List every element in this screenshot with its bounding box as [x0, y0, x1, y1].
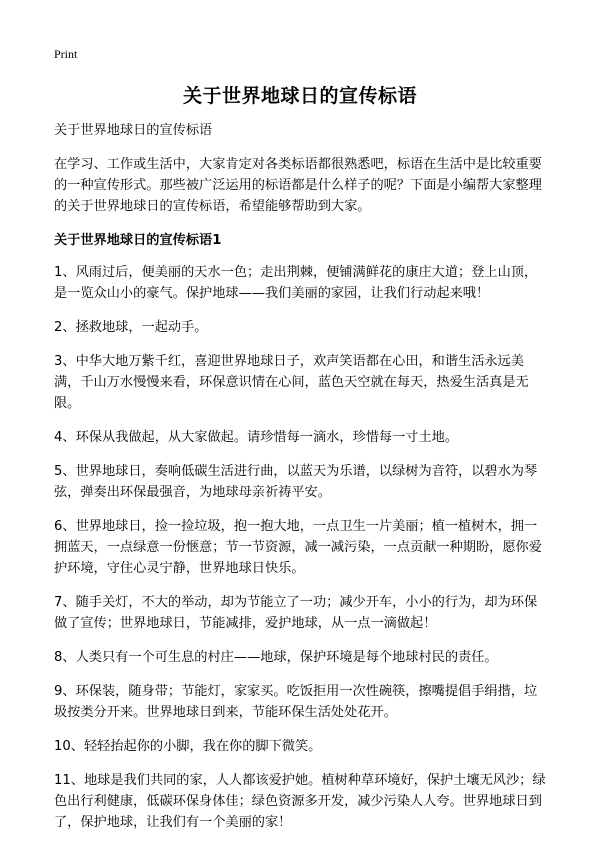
slogan-item-10: 10、轻轻抬起你的小脚，我在你的脚下微笑。	[54, 739, 322, 754]
slogan-item-6: 6、世界地球日，捡一捡垃圾，抱一抱大地，一点卫生一片美丽；植一植树木，拥一拥蓝天，一点绿意一份惬意；节一节资源，减一减污染，一点贡献一种期盼，愿你爱护环境，守住心灵宁静，世界地球日快乐。	[54, 519, 542, 576]
page-title: 关于世界地球日的宣传标语	[182, 85, 417, 107]
slogan-item-2: 2、拯救地球，一起动手。	[54, 320, 208, 335]
subtitle: 关于世界地球日的宣传标语	[54, 123, 213, 138]
slogan-item-9: 9、环保装，随身带；节能灯，家家买。吃饭拒用一次性碗筷，擦嘴提倡手绢揩，垃圾按类分开来。世界地球日到来，节能环保生活处处花开。	[54, 684, 538, 720]
slogan-item-5: 5、世界地球日，奏响低碳生活进行曲，以蓝天为乐谱，以绿树为音符，以碧水为琴弦，弹奏出环保最强音，为地球母亲祈祷平安。	[54, 464, 538, 500]
intro-paragraph: 在学习、工作或生活中，大家肯定对各类标语都很熟悉吧，标语在生活中是比较重要的一种宣传形式。那些被广泛运用的标语都是什么样子的呢？下面是小编帮大家整理的关于世界地球日的宣传标语，希望能够帮助到大家。	[54, 157, 542, 214]
slogan-item-1: 1、风雨过后，便美丽的天水一色；走出荆棘，便铺满鲜花的康庄大道；登上山顶，是一览众山小的豪气。保护地球——我们美丽的家园，让我们行动起来哦！	[54, 265, 538, 301]
slogan-item-8: 8、人类只有一个可生息的村庄——地球，保护环境是每个地球村民的责任。	[54, 650, 498, 665]
slogan-item-11: 11、地球是我们共同的家，人人都该爱护她。植树种草环境好，保护土壤无风沙；绿色出行利健康，低碳环保身体佳；绿色资源多开发，减少污染人人夸。世界地球日到了，保护地球，让我们有一个美丽的家！	[54, 773, 546, 830]
slogan-item-4: 4、环保从我做起，从大家做起。请珍惜每一滴水，珍惜每一寸土地。	[54, 430, 459, 445]
article-body	[54, 120, 550, 846]
slogan-item-7: 7、随手关灯，不大的举动，却为节能立了一功；减少开车，小小的行为，却为环保做了宣传；世界地球日，节能减排，爱护地球，从一点一滴做起！	[54, 595, 538, 631]
print-link[interactable]: Print	[54, 47, 78, 61]
section-heading: 关于世界地球日的宣传标语1	[54, 233, 222, 248]
slogan-item-3: 3、中华大地万紫千红，喜迎世界地球日子，欢声笑语都在心田，和谐生活永远美满，千山万水慢慢来看，环保意识情在心间，蓝色天空就在每天，热爱生活真是无限。	[54, 354, 529, 411]
